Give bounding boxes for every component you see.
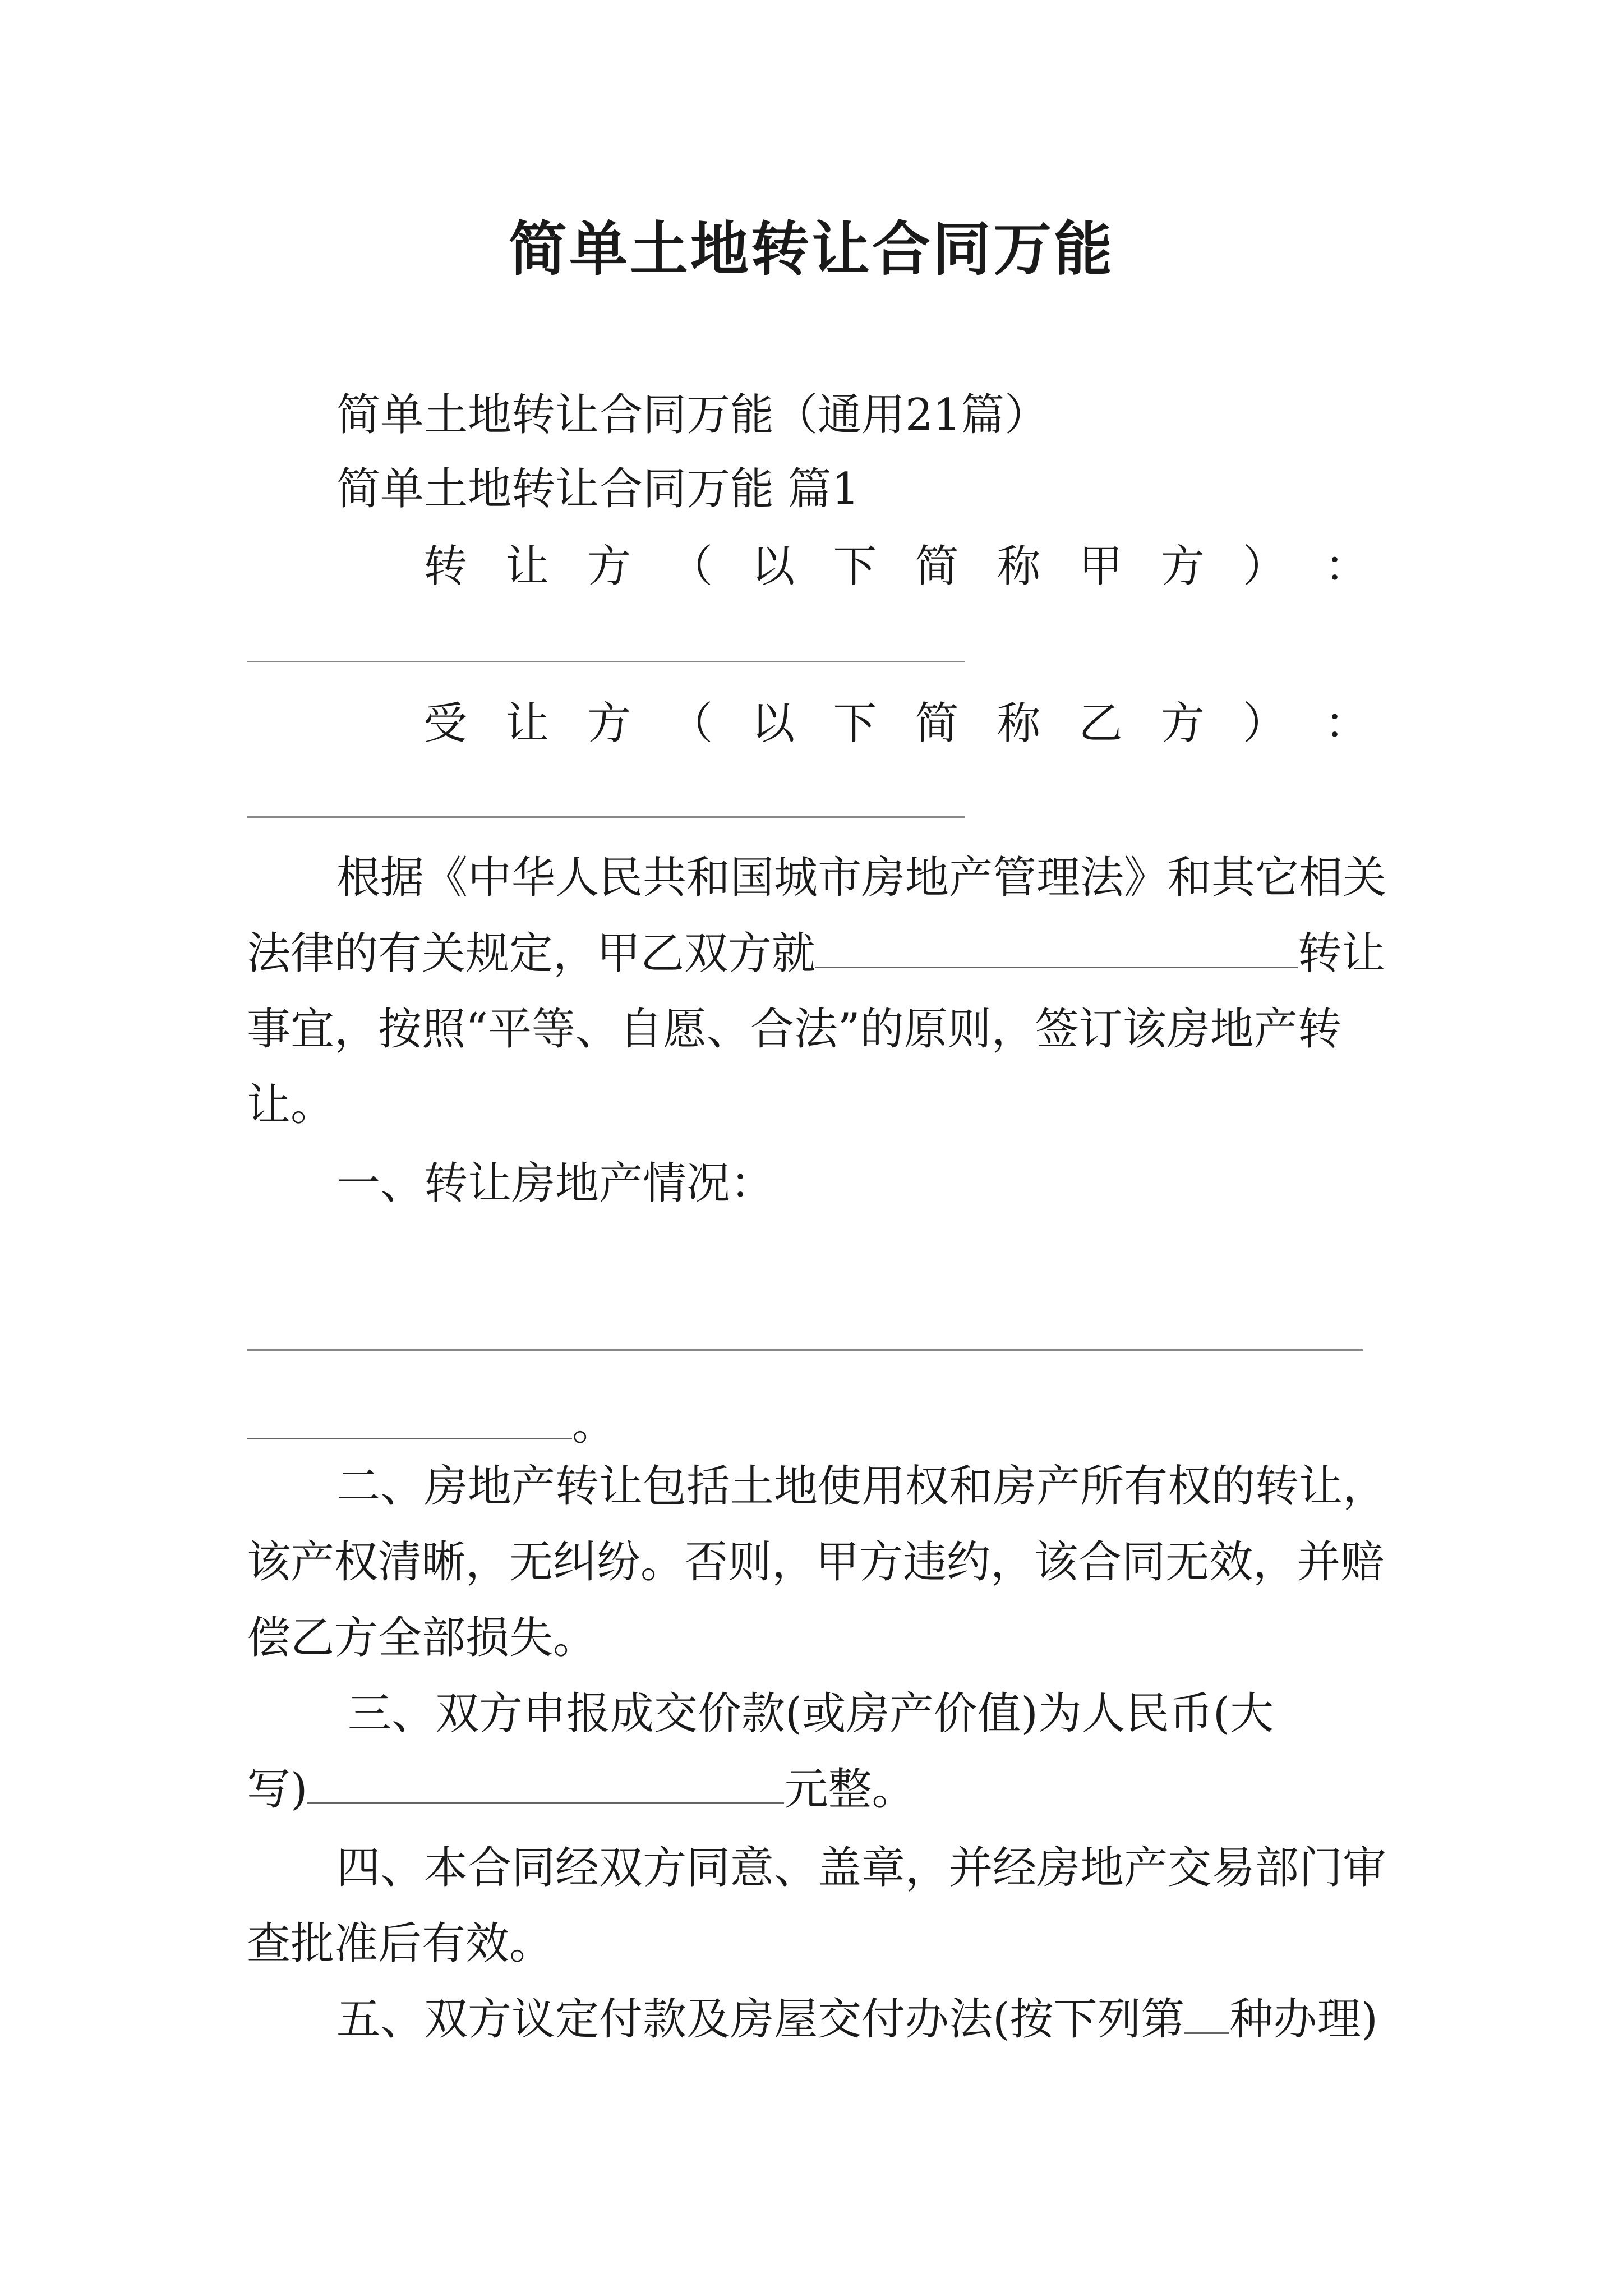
section5-line1: 五、双方议定付款及房屋交付办法(按下列第 种办理) bbox=[336, 1991, 1378, 2047]
para1-line4: 让。 bbox=[247, 1080, 335, 1130]
para1-line1: 根据《中华人民共和国城市房地产管理法》和其它相关 bbox=[336, 853, 1387, 903]
document-title: 简单土地转让合同万能 bbox=[508, 215, 1114, 283]
transferor-label: 转 让 方 （ 以 下 简 称 甲 方 ） ： bbox=[423, 541, 1368, 592]
section3-line2: 写) 元整。 bbox=[247, 1761, 915, 1818]
section3-line1: 三、双方申报成交价款(或房产价值)为人民币(大 bbox=[348, 1688, 1274, 1739]
option-blank bbox=[1184, 1992, 1229, 2034]
section2-line2: 该产权清晰，无纠纷。否则，甲方违约，该合同无效，并赔 bbox=[247, 1537, 1385, 1588]
section1-heading: 一、转让房地产情况： bbox=[336, 1158, 774, 1209]
price-blank bbox=[307, 1762, 784, 1804]
section4-line2: 查批准后有效。 bbox=[247, 1918, 554, 1969]
section4-line1: 四、本合同经双方同意、盖章，并经房地产交易部门审 bbox=[336, 1843, 1387, 1893]
document-subtitle: 简单土地转让合同万能（通用21篇） bbox=[336, 390, 1049, 440]
para1-line3: 事宜，按照“平等、自愿、合法”的原则，签订该房地产转 bbox=[247, 1004, 1341, 1055]
transferee-blank-line bbox=[247, 816, 965, 818]
section2-line3: 偿乙方全部损失。 bbox=[247, 1613, 597, 1663]
transferor-blank-line bbox=[247, 661, 965, 662]
section-heading: 简单土地转让合同万能 篇1 bbox=[336, 464, 860, 514]
section2-line1: 二、房地产转让包括土地使用权和房产所有权的转让， bbox=[336, 1461, 1387, 1512]
transferee-label: 受 让 方 （ 以 下 简 称 乙 方 ） ： bbox=[423, 698, 1368, 749]
para1-line2: 法律的有关规定，甲乙双方就 转让 bbox=[247, 926, 1385, 982]
subject-blank bbox=[815, 926, 1298, 968]
property-blank-line-2: 。 bbox=[247, 1397, 616, 1453]
property-blank-line bbox=[247, 1349, 1363, 1351]
